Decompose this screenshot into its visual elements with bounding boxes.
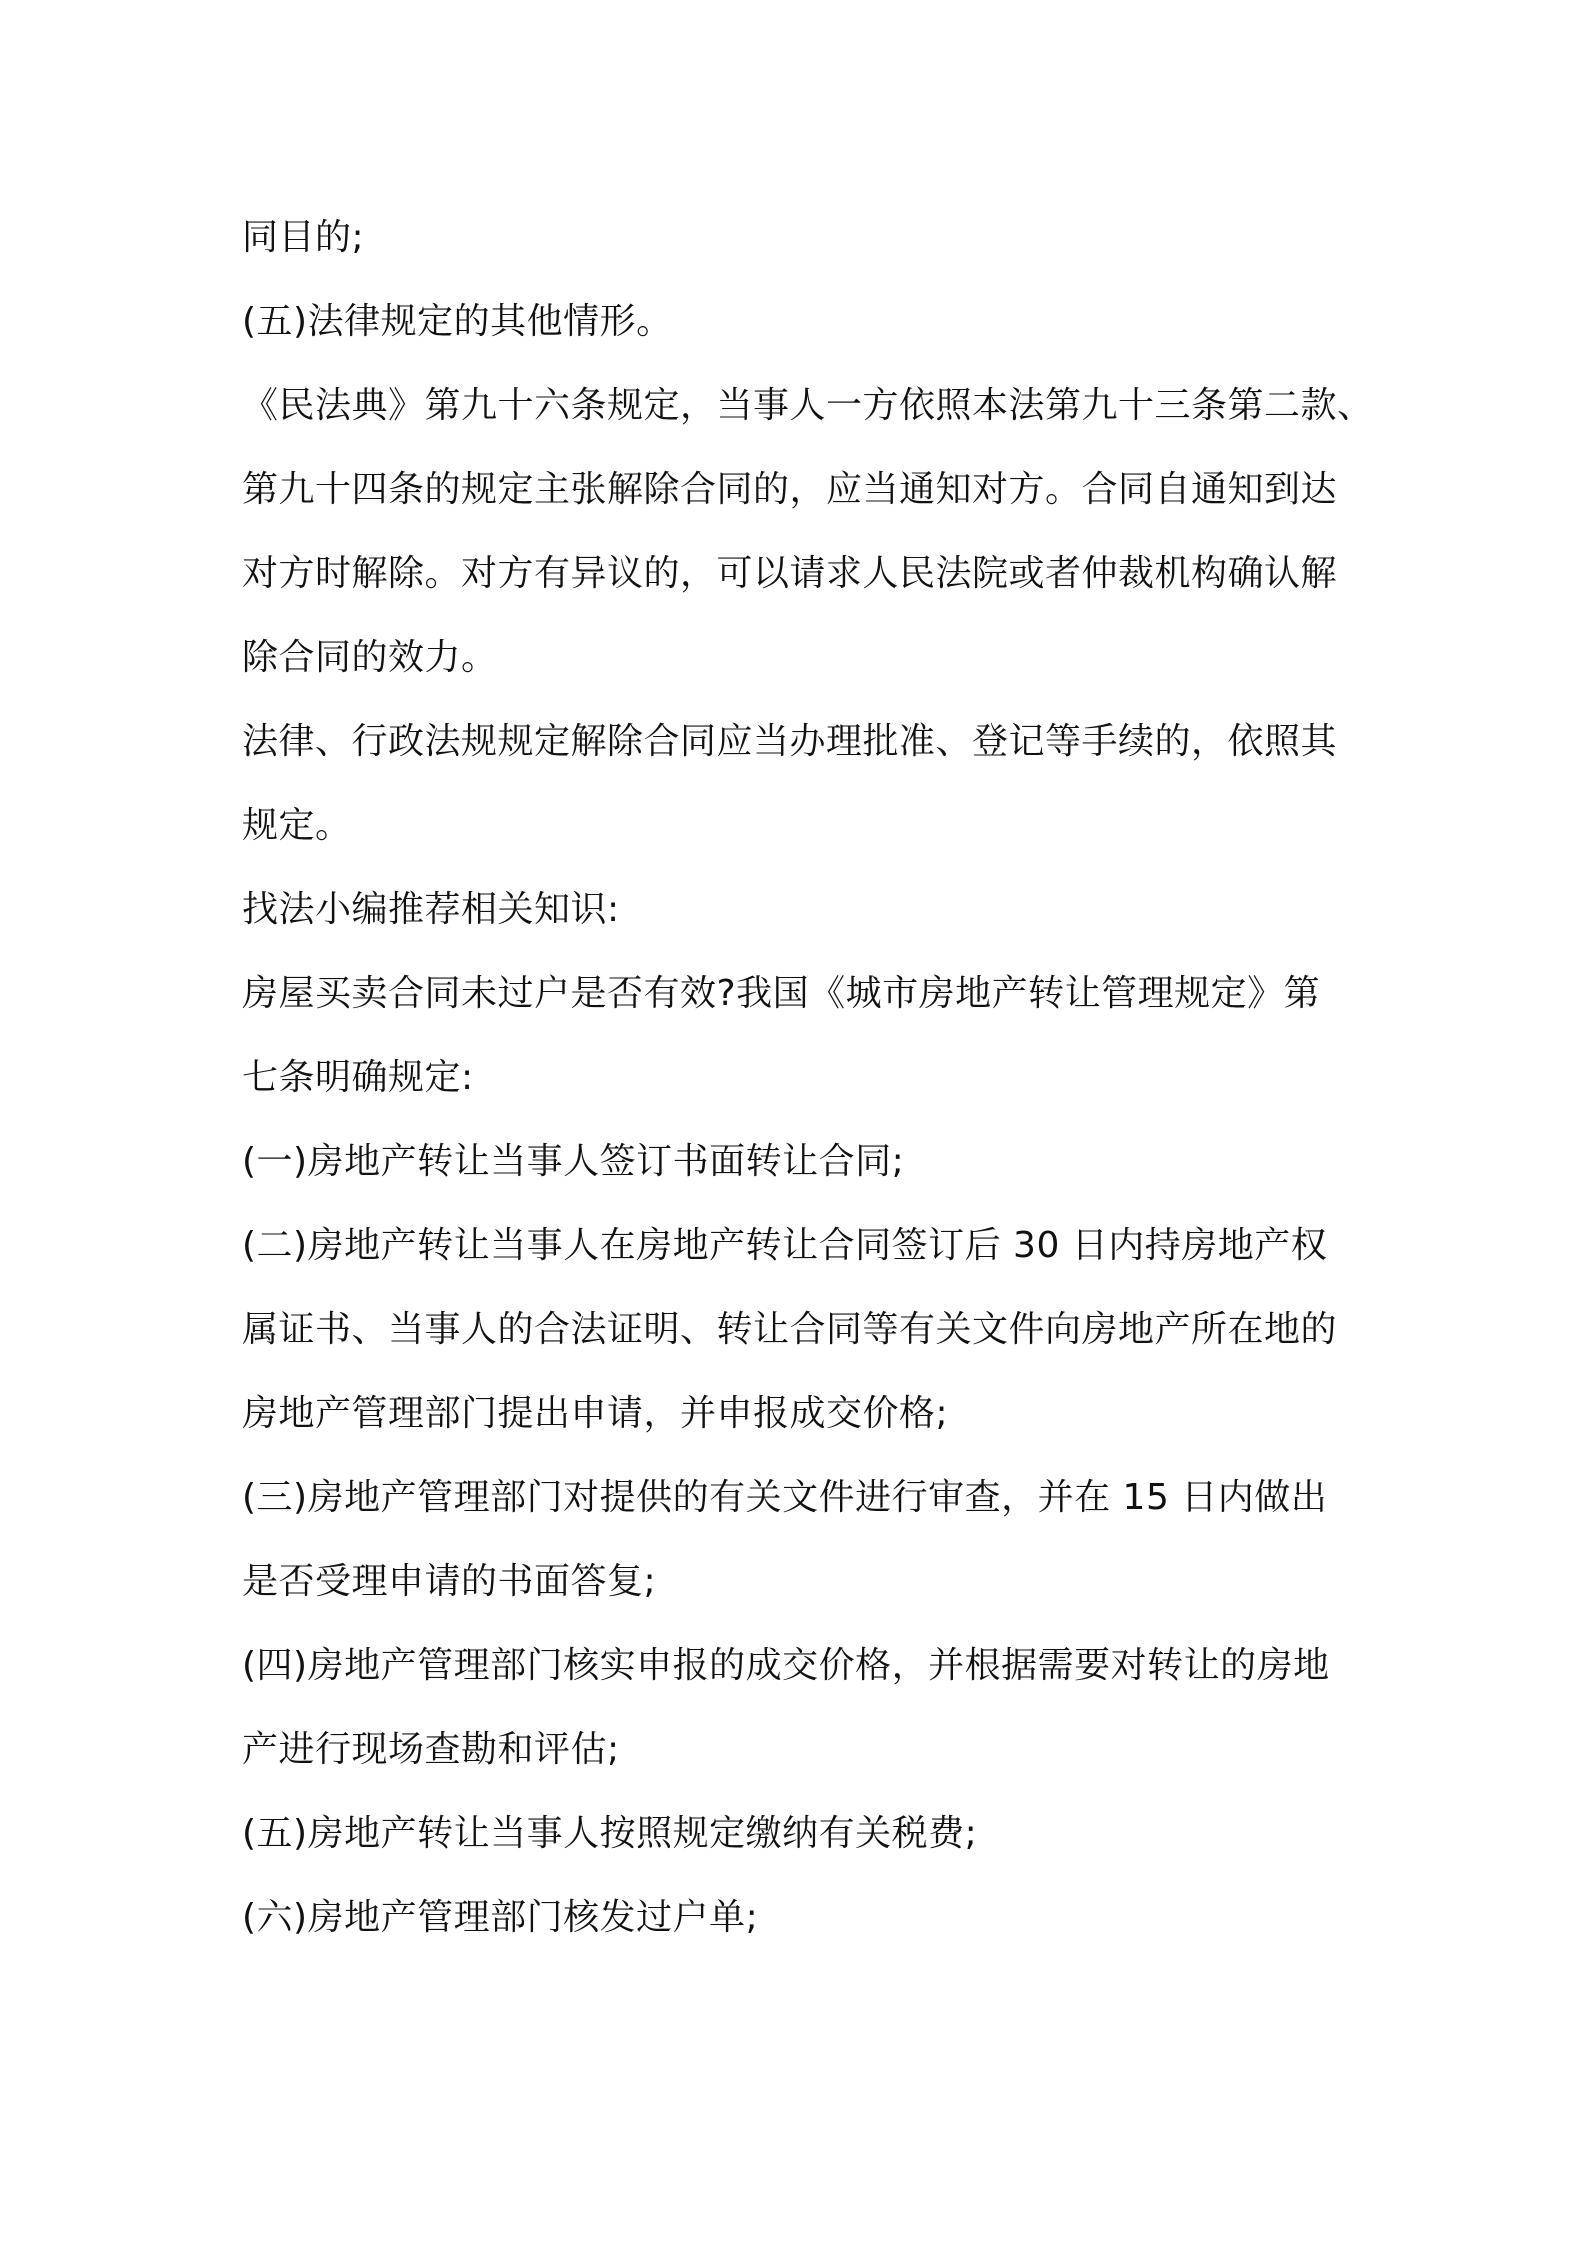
- text-line: (五)法律规定的其他情形。: [242, 301, 673, 342]
- text-line: (五)房地产转让当事人按照规定缴纳有关税费;: [242, 1813, 978, 1854]
- text-line: 七条明确规定:: [242, 1057, 474, 1098]
- text-line: 是否受理申请的书面答复;: [242, 1561, 657, 1602]
- text-line: 属证书、当事人的合法证明、转让合同等有关文件向房地产所在地的: [242, 1309, 1338, 1350]
- text-line: 对方时解除。对方有异议的，可以请求人民法院或者仲裁机构确认解: [242, 553, 1338, 594]
- text-line: (一)房地产转让当事人签订书面转让合同;: [242, 1141, 905, 1182]
- text-line: 第九十四条的规定主张解除合同的，应当通知对方。合同自通知到达: [242, 469, 1338, 510]
- text-line: 房地产管理部门提出申请，并申报成交价格;: [242, 1393, 949, 1434]
- text-line: 《民法典》第九十六条规定，当事人一方依照本法第九十三条第二款、: [242, 385, 1374, 426]
- text-line: (二)房地产转让当事人在房地产转让合同签订后 30 日内持房地产权: [242, 1225, 1328, 1266]
- document-body: [242, 196, 1374, 1960]
- text-line: (四)房地产管理部门核实申报的成交价格，并根据需要对转让的房地: [242, 1645, 1330, 1686]
- text-line: 产进行现场查勘和评估;: [242, 1729, 620, 1770]
- text-line: 除合同的效力。: [242, 637, 498, 678]
- text-line: 同目的;: [242, 217, 365, 258]
- text-line: 法律、行政法规规定解除合同应当办理批准、登记等手续的，依照其: [242, 721, 1338, 762]
- text-line: (六)房地产管理部门核发过户单;: [242, 1897, 759, 1938]
- text-line: 规定。: [242, 805, 352, 846]
- text-line: 房屋买卖合同未过户是否有效?我国《城市房地产转让管理规定》第: [242, 973, 1321, 1014]
- text-line: 找法小编推荐相关知识:: [242, 889, 620, 930]
- text-line: (三)房地产管理部门对提供的有关文件进行审查，并在 15 日内做出: [242, 1477, 1328, 1518]
